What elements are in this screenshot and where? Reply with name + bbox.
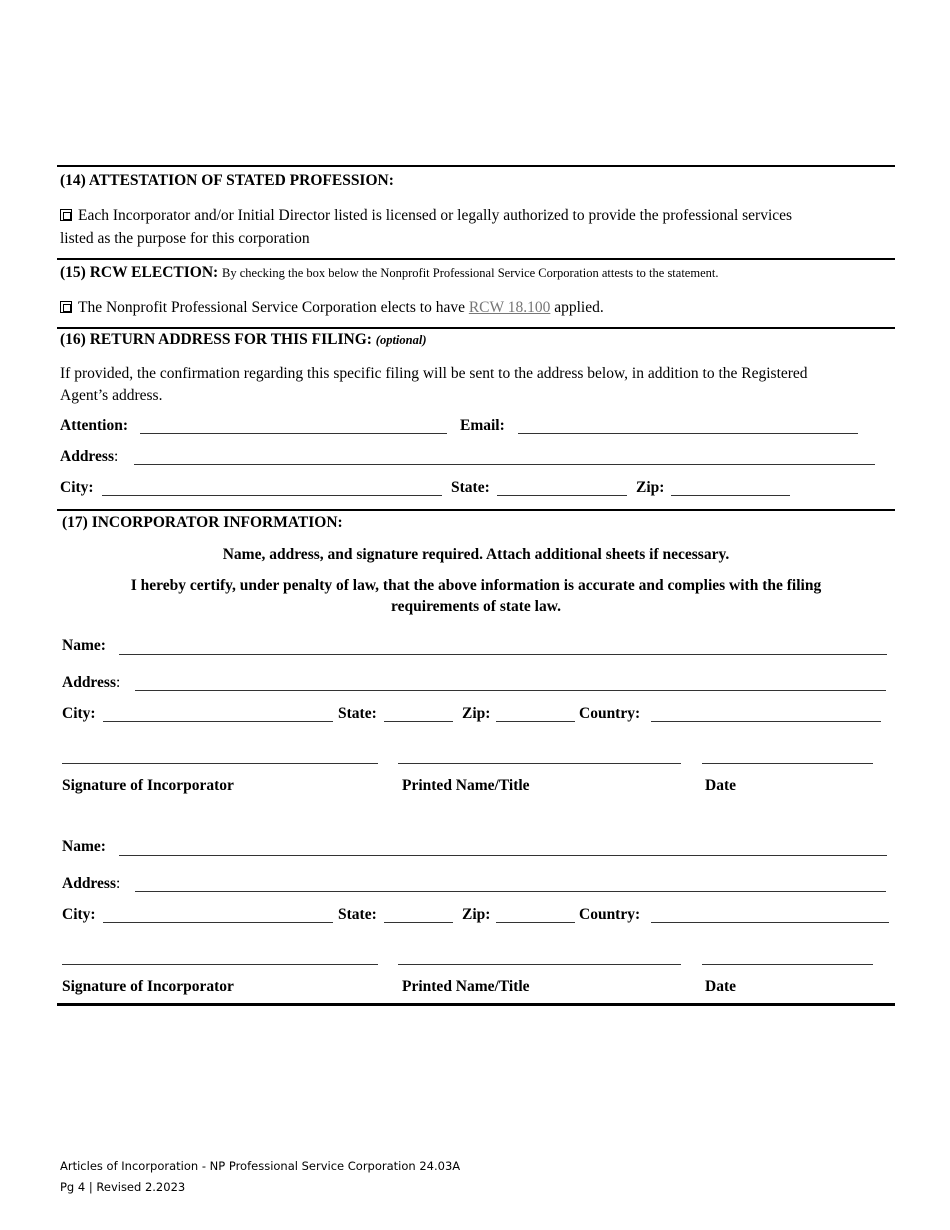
incorporator-1-zip-field[interactable] <box>496 721 575 722</box>
incorporator-2-zip-field[interactable] <box>496 922 575 923</box>
certification-text-cont: requirements of state law. <box>391 598 561 615</box>
state-label: State: <box>451 479 490 496</box>
address-field[interactable] <box>134 464 875 465</box>
section-divider <box>57 327 895 329</box>
attestation-statement-cont: listed as the purpose for this corporation <box>60 230 310 247</box>
incorporator-2-name-field[interactable] <box>119 855 887 856</box>
return-address-description-cont: Agent’s address. <box>60 387 163 404</box>
attestation-checkbox[interactable] <box>60 209 72 221</box>
return-address-description: If provided, the confirmation regarding this specific filing will be sent to the address below, in addition to the Registered <box>60 365 808 382</box>
incorporator-2-signature-line[interactable] <box>62 964 378 965</box>
rcw-link[interactable]: RCW 18.100 <box>468 299 551 316</box>
incorporator-1-printed-name-line[interactable] <box>398 763 681 764</box>
signature-label: Signature of Incorporator <box>62 777 234 794</box>
email-field[interactable] <box>518 433 858 434</box>
incorporator-1-state-label: State: <box>338 705 377 722</box>
printed-name-label: Printed Name/Title <box>402 978 530 995</box>
attention-field[interactable] <box>140 433 447 434</box>
zip-label: Zip: <box>636 479 665 496</box>
signature-label: Signature of Incorporator <box>62 978 234 995</box>
incorporator-2-country-label: Country: <box>579 906 641 923</box>
date-label: Date <box>705 978 736 995</box>
footer-page-info: Pg 4 | Revised 2.2023 <box>60 1180 186 1194</box>
incorporator-2-printed-name-line[interactable] <box>398 964 681 965</box>
section-divider <box>57 509 895 511</box>
email-label: Email: <box>460 417 505 434</box>
incorporator-2-name-label: Name: <box>62 838 106 855</box>
incorporator-1-city-label: City: <box>62 705 96 722</box>
incorporator-1-signature-line[interactable] <box>62 763 378 764</box>
date-label: Date <box>705 777 736 794</box>
incorporator-2-zip-label: Zip: <box>462 906 491 923</box>
incorporator-1-address-label: Address: <box>62 674 121 691</box>
section-divider <box>57 1003 895 1006</box>
incorporator-1-country-field[interactable] <box>651 721 881 722</box>
incorporator-2-date-line[interactable] <box>702 964 873 965</box>
incorporator-1-name-label: Name: <box>62 637 106 654</box>
incorporator-1-zip-label: Zip: <box>462 705 491 722</box>
section-17-heading: (17) INCORPORATOR INFORMATION: <box>62 514 343 531</box>
section-16-heading: (16) RETURN ADDRESS FOR THIS FILING: (optional) <box>60 331 427 348</box>
incorporator-1-date-line[interactable] <box>702 763 873 764</box>
optional-label: (optional) <box>375 333 427 347</box>
city-field[interactable] <box>102 495 442 496</box>
rcw-statement: The Nonprofit Professional Service Corporation elects to have RCW 18.100 applied. <box>60 299 604 317</box>
attestation-statement: Each Incorporator and/or Initial Director listed is licensed or legally authorized to provide the professional services <box>60 207 792 225</box>
incorporator-2-state-field[interactable] <box>384 922 453 923</box>
incorporator-1-country-label: Country: <box>579 705 641 722</box>
incorporator-2-city-label: City: <box>62 906 96 923</box>
requirement-note: Name, address, and signature required. Attach additional sheets if necessary. <box>222 546 730 563</box>
attention-label: Attention: <box>60 417 129 434</box>
incorporator-2-address-label: Address: <box>62 875 121 892</box>
rcw-note: By checking the box below the Nonprofit Professional Service Corporation attests to the statement. <box>222 266 719 280</box>
incorporator-1-address-field[interactable] <box>135 690 886 691</box>
section-14-heading: (14) ATTESTATION OF STATED PROFESSION: <box>60 172 394 189</box>
state-field[interactable] <box>497 495 627 496</box>
footer-document-title: Articles of Incorporation - NP Professional Service Corporation 24.03A <box>60 1159 461 1173</box>
city-label: City: <box>60 479 94 496</box>
zip-field[interactable] <box>671 495 790 496</box>
incorporator-2-address-field[interactable] <box>135 891 886 892</box>
incorporator-2-city-field[interactable] <box>103 922 333 923</box>
incorporator-2-state-label: State: <box>338 906 377 923</box>
certification-text: I hereby certify, under penalty of law, that the above information is accurate and complies with the filing <box>130 577 822 594</box>
section-divider <box>57 165 895 167</box>
incorporator-2-country-field[interactable] <box>651 922 889 923</box>
incorporator-1-name-field[interactable] <box>119 654 887 655</box>
incorporator-1-city-field[interactable] <box>103 721 333 722</box>
rcw-election-checkbox[interactable] <box>60 301 72 313</box>
incorporator-1-state-field[interactable] <box>384 721 453 722</box>
section-15-heading: (15) RCW ELECTION: By checking the box below the Nonprofit Professional Service Corporation attests to the statement. <box>60 264 719 281</box>
section-divider <box>57 258 895 260</box>
address-label: Address: <box>60 448 119 465</box>
printed-name-label: Printed Name/Title <box>402 777 530 794</box>
